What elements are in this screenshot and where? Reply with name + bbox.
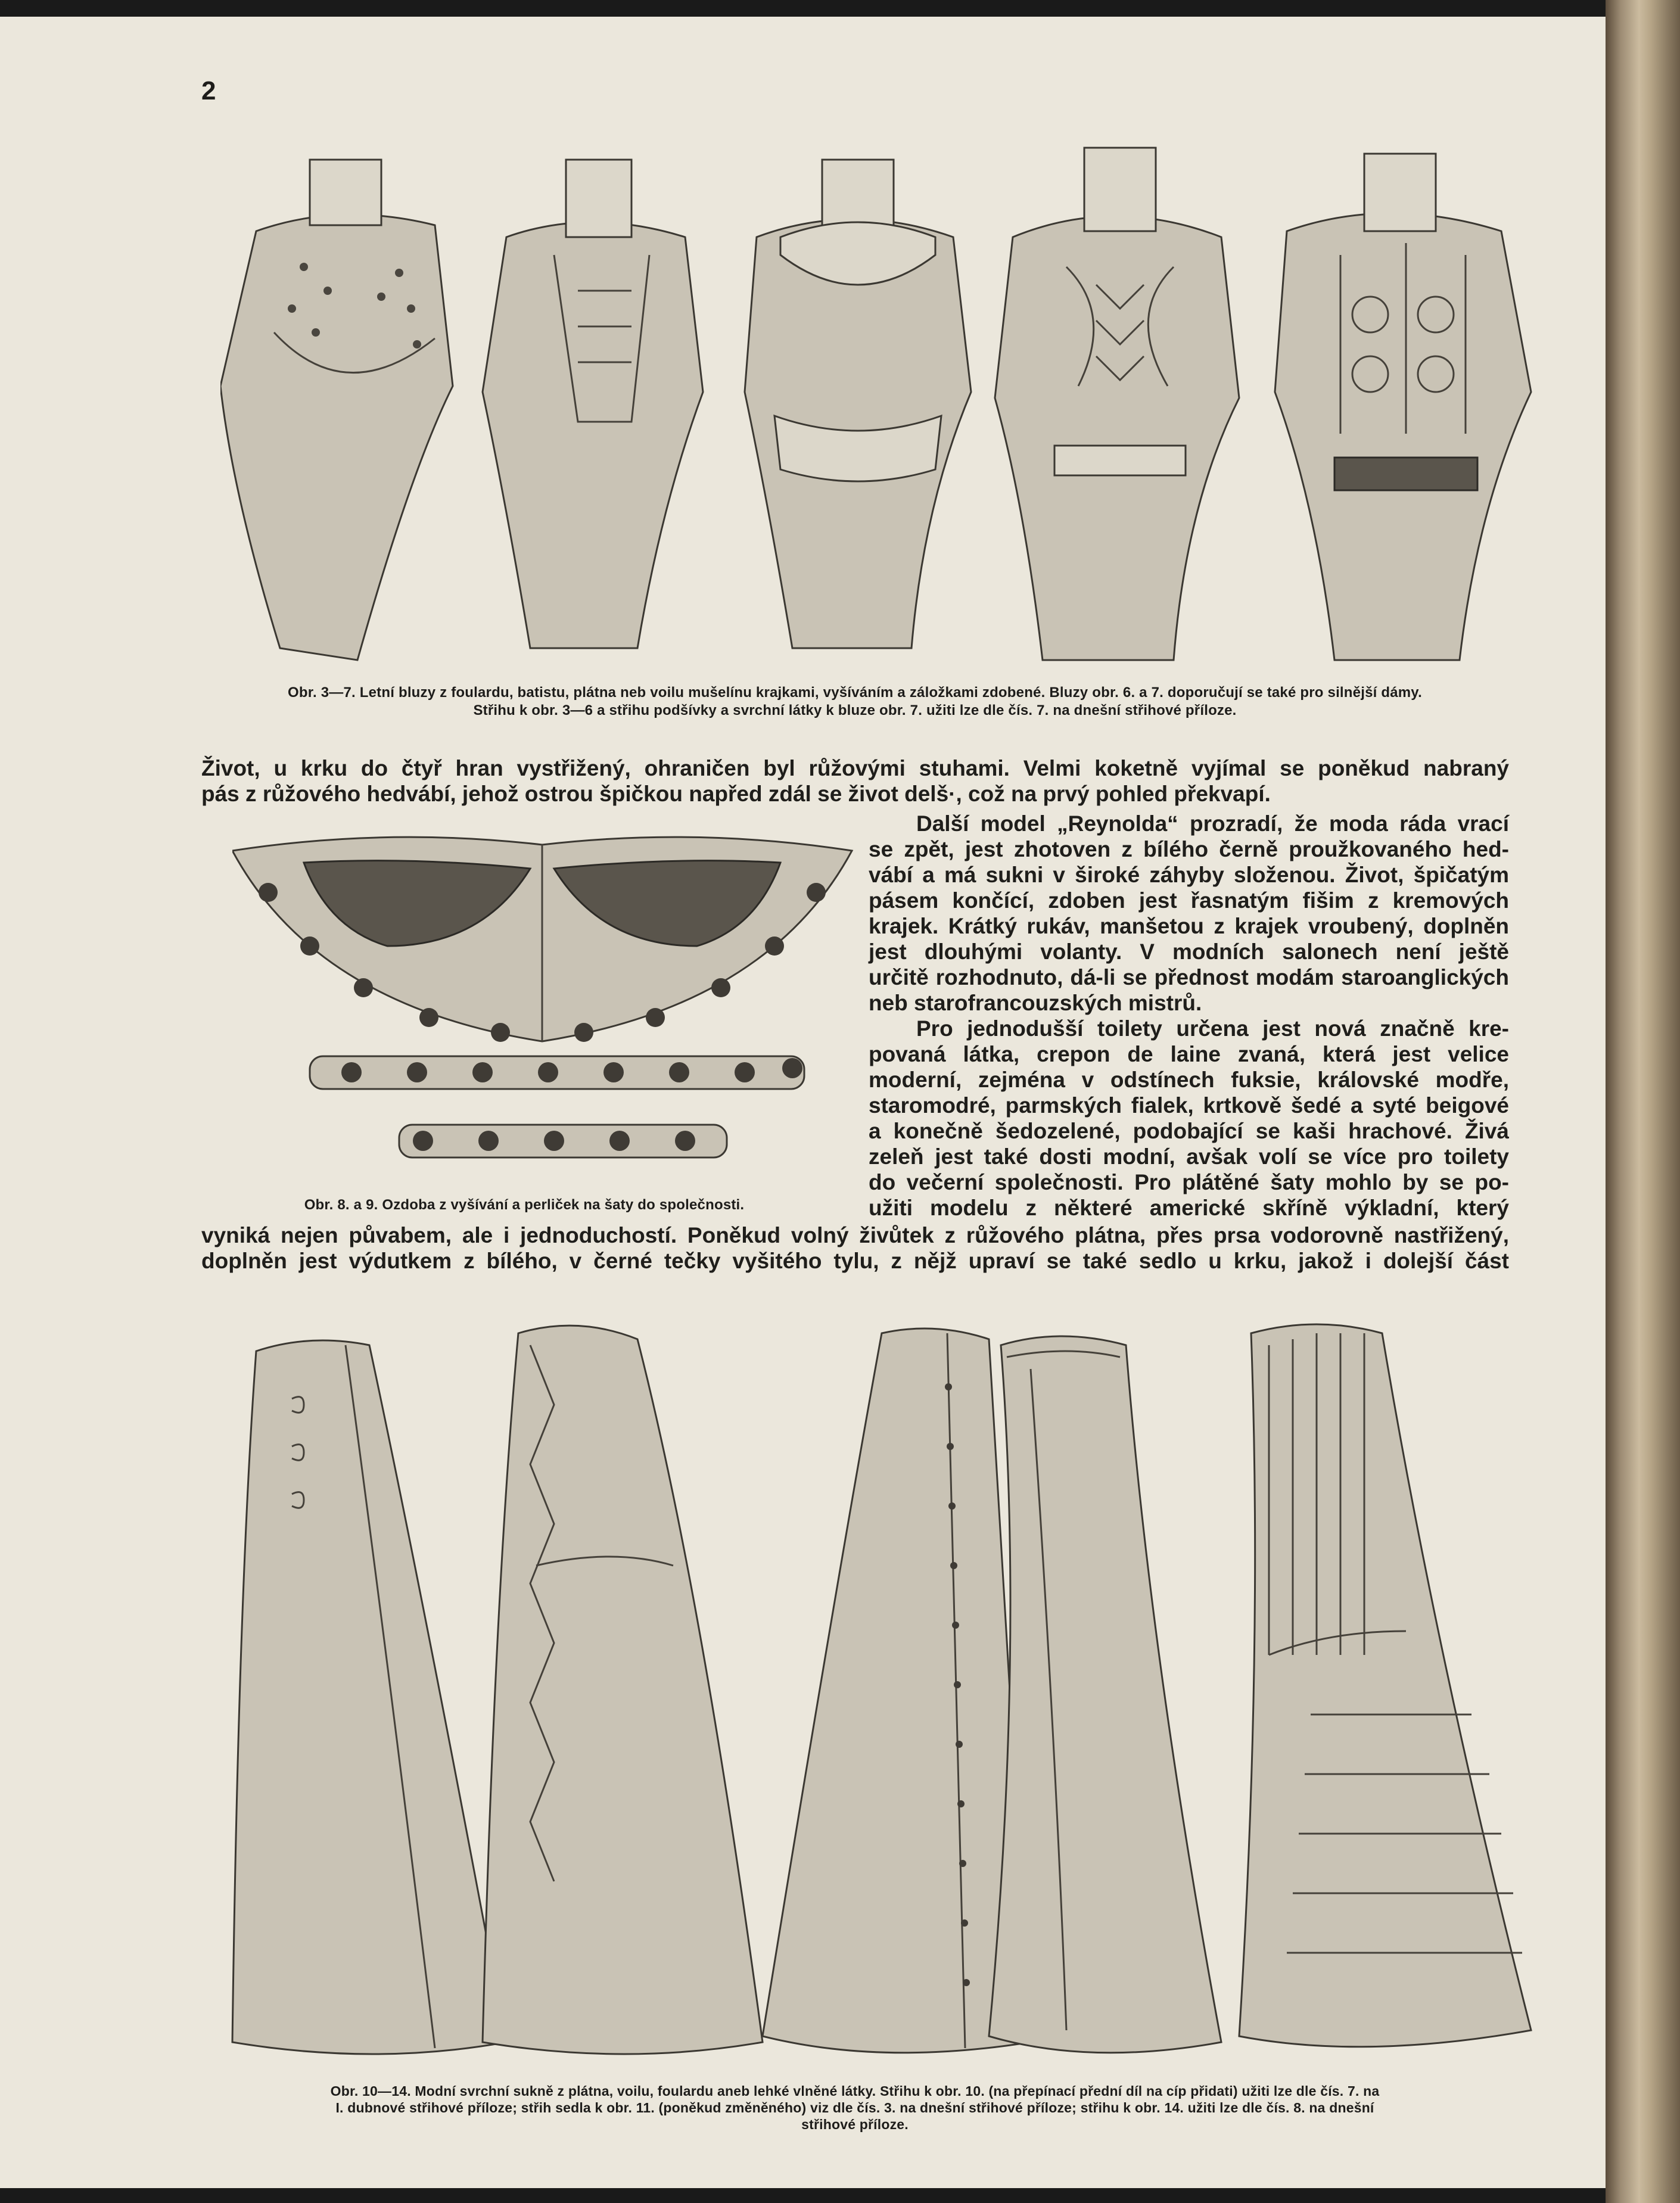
intro-line-1: Život, u krku do čtyř hran vystřižený, ohraničen byl růžovými stuhami. Velmi koketně vyjímal se poněkud nabraný (201, 756, 1509, 780)
column-line-14: zeleň jest také dosti modní, avšak volí se více pro toilety (869, 1144, 1509, 1169)
column-line-9: Pro jednodušší toilety určena jest nová značně kre- (916, 1016, 1509, 1041)
ornament-drawing (232, 827, 858, 1184)
skirts-illustration (197, 1297, 1543, 2066)
blouse-fig-4 (483, 160, 703, 648)
blouses-caption-line1: Obr. 3—7. Letní bluzy z foulardu, batistu, plátna neb voilu mušelínu krajkami, vyšíváním a záložkami zdobené. Bluzy obr. 6. a 7. doporučují se také pro silnější dámy. (288, 684, 1422, 701)
collar-ornament (232, 837, 852, 1042)
skirts-caption (197, 2083, 1513, 2133)
column-line-1: Další model „Reynolda“ prozradí, že moda ráda vrací (916, 811, 1509, 836)
skirt-fig-13 (989, 1336, 1221, 2053)
ornament-illustration (232, 827, 858, 1184)
column-line-5: krajek. Krátký rukáv, manšetou z krajek vroubený, doplněn (869, 914, 1509, 938)
belt-ornament-1 (310, 1056, 804, 1089)
column-line-12: staromodré, parmských fialek, krtkově šedé a syté beigové (869, 1093, 1509, 1118)
skirts-drawing (197, 1297, 1543, 2066)
magazine-page (0, 17, 1606, 2188)
skirt-fig-10 (232, 1340, 506, 2054)
column-line-7: určitě rozhodnuto, dá-li se přednost modám staroanglických (869, 965, 1509, 990)
intro-text (201, 755, 1509, 807)
column-line-16: užiti modelu z některé americké skříně výkladní, který (869, 1196, 1509, 1220)
column-line-13: a konečně šedozelené, podobající se kaši hrachové. Živá (869, 1119, 1509, 1143)
bottom-line-2: doplněn jest výdutkem z bílého, v černé tečky vyšitého tylu, z nějž upraví se také sedlo u krku, jakož i dolejší část (201, 1249, 1509, 1273)
intro-line-2: pás z růžového hedvábí, jehož ostrou špičkou napřed zdál se život delš·, což na prvý pohled překvapí. (201, 782, 1271, 806)
column-line-2: se zpět, jest zhotoven z bílého černě proužkovaného hed- (869, 837, 1509, 861)
bottom-text (201, 1222, 1509, 1274)
skirts-caption-line1: Obr. 10—14. Modní svrchní sukně z plátna, voilu, foulardu aneb lehké vlněné látky. Střihu k obr. 10. (na přepínací přední díl na cíp přidati) užiti lze dle čís. 7. na (330, 2083, 1380, 2099)
blouses-illustration (220, 136, 1549, 675)
belt-ornament-2 (399, 1125, 727, 1157)
blouse-fig-3 (220, 160, 453, 660)
ornament-caption: Obr. 8. a 9. Ozdoba z vyšívání a perliček na šaty do společnosti. (304, 1197, 745, 1213)
skirt-fig-14 (1239, 1324, 1531, 2047)
column-line-8: neb starofrancouzských mistrů. (869, 991, 1202, 1015)
skirt-fig-11 (483, 1325, 763, 2054)
column-text (869, 811, 1509, 1221)
skirts-caption-line2: I. dubnové střihové příloze; střih sedla k obr. 11. (poněkud změněného) viz dle čís. 3. na dnešní střihové příloze; střihu k obr. 14. užiti lze dle čís. 8. na dnešní (335, 2100, 1374, 2115)
bottom-line-1: vyniká nejen půvabem, ale i jednoduchostí. Poněkud volný živůtek z růžového plátna, přes prsa vodorovně nastřižený, (201, 1223, 1509, 1247)
blouse-fig-5 (745, 160, 971, 648)
column-line-15: do večerní společnosti. Pro plátěné šaty mohlo by se po- (869, 1170, 1509, 1194)
skirt-fig-12 (763, 1328, 1031, 2053)
column-line-10: povaná látka, crepon de laine zvaná, která jest velice (869, 1042, 1509, 1066)
blouses-caption-line2: Střihu k obr. 3—6 a střihu podšívky a svrchní látky k bluze obr. 7. užiti lze dle čís. 7. na dnešní střihové příloze. (473, 702, 1237, 718)
blouse-fig-7 (1275, 154, 1531, 660)
blouse-fig-6 (995, 148, 1239, 660)
skirts-caption-line3: střihové příloze. (801, 2117, 909, 2132)
column-line-3: vábí a má sukni v široké záhyby složenou. Život, špičatým (869, 863, 1509, 887)
column-line-4: pásem končící, zdoben jest řasnatým fišim z kremových (869, 888, 1509, 913)
column-line-6: jest dlouhými volanty. V modních salonech není ještě (869, 939, 1509, 964)
blouses-drawing (220, 136, 1549, 675)
book-spine (1606, 0, 1680, 2203)
blouses-caption (197, 684, 1513, 720)
page-number: 2 (201, 76, 216, 105)
column-line-11: moderní, zejména v odstínech fuksie, královské modře, (869, 1068, 1509, 1092)
